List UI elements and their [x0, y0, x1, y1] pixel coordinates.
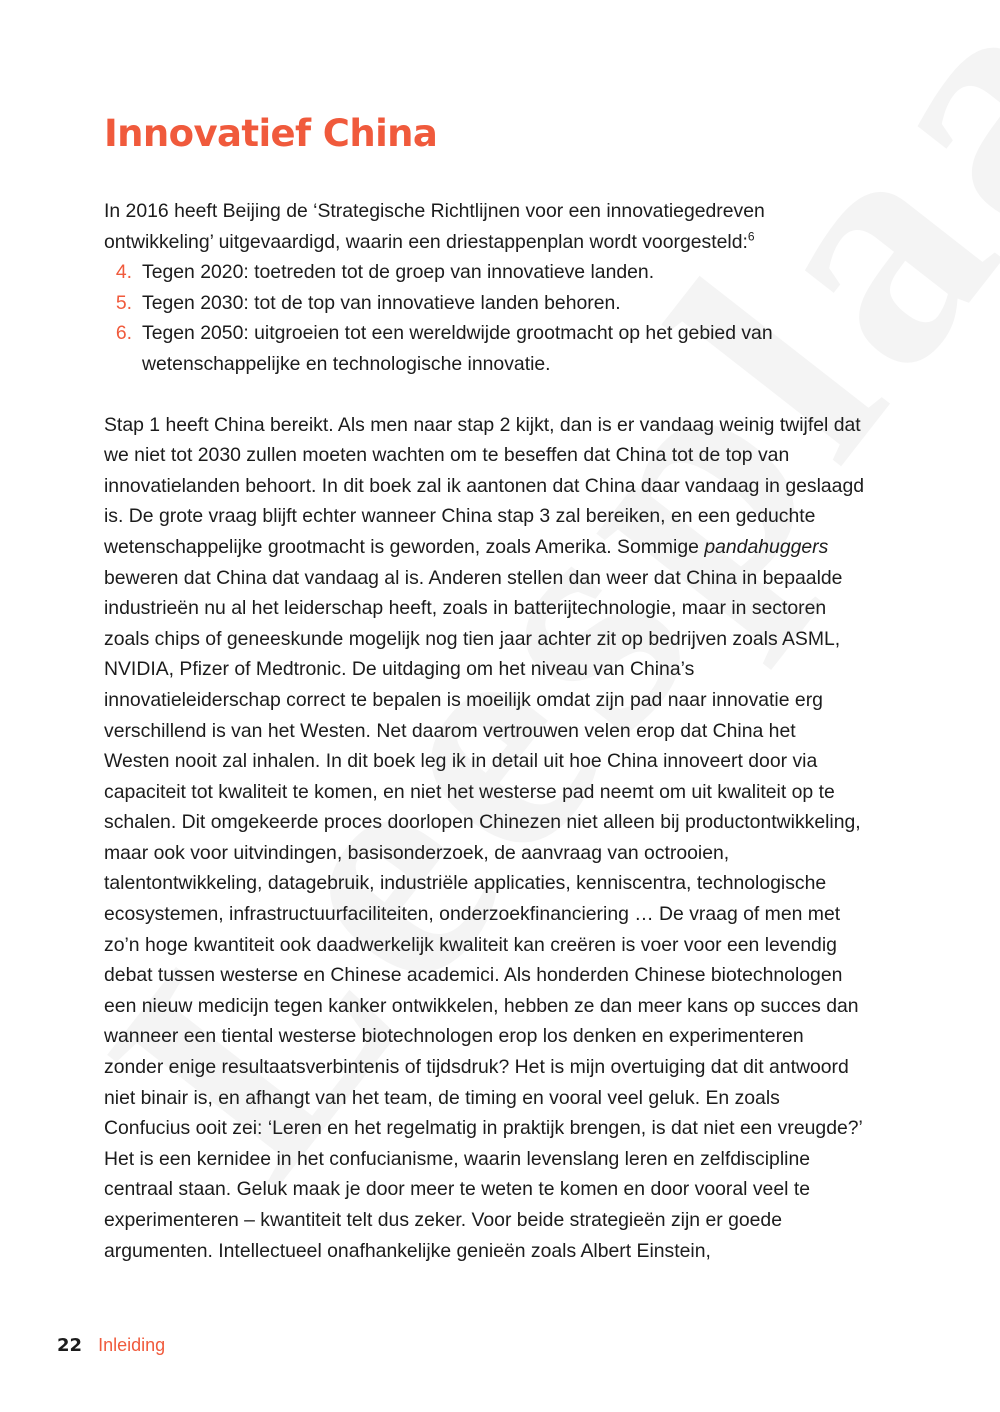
- footnote-marker: 6: [747, 229, 755, 244]
- body-text-block: [104, 196, 866, 1266]
- list-item: [104, 288, 866, 319]
- list-item-label: Tegen 2030: tot de top van innovatieve landen behoren.: [142, 291, 621, 314]
- page-number: 22: [57, 1335, 83, 1356]
- page-title: Innovatief China: [104, 112, 438, 155]
- list-item-number: 6.: [115, 322, 132, 345]
- list-item: [104, 257, 866, 288]
- steps-list: [104, 257, 866, 379]
- list-item-label: Tegen 2020: toetreden tot de groep van innovatieve landen.: [142, 261, 655, 284]
- main-paragraph-part1: Stap 1 heeft China bereikt. Als men naar stap 2 kijkt, dan is er vandaag weinig twijfel dat we niet tot 2030 zullen moeten wachten om te beseffen dat China tot de top van innovatielanden behoort. In dit boek zal ik aantonen dat China daar vandaag in geslaagd is. De grote vraag blijft echter wanneer China stap 3 zal bereiken, en een geduchte wetenschappelijke grootmacht is geworden, zoals Amerika. Sommige: [104, 413, 865, 558]
- main-paragraph: [104, 410, 866, 1267]
- list-item-number: 4.: [115, 261, 132, 284]
- page-footer: [57, 1335, 165, 1356]
- list-item: [104, 318, 866, 379]
- main-paragraph-emphasis: pandahuggers: [704, 535, 829, 558]
- list-item-number: 5.: [115, 291, 132, 314]
- intro-paragraph-text: In 2016 heeft Beijing de ‘Strategische Richtlijnen voor een innovatiegedreven ontwikkeling’ uitgevaardigd, waarin een driestappenplan wordt voorgesteld:: [104, 200, 765, 253]
- paragraph-spacer: [104, 380, 866, 410]
- intro-paragraph: [104, 196, 866, 257]
- main-paragraph-part2: beweren dat China dat vandaag al is. Anderen stellen dan weer dat China in bepaalde industrieën nu al het leiderschap heeft, zoals in batterijtechnologie, maar in sectoren zoals chips of geneeskunde mogelijk nog tien jaar achter zit op bedrijven zoals ASML, NVIDIA, Pfizer of Medtronic. De uitdaging om het niveau van China’s innovatieleiderschap correct te bepalen is moeilijk omdat zijn pad naar innovatie erg verschillend is van het Westen. Net daarom vertrouwen velen erop dat China het Westen nooit zal inhalen. In dit boek leg ik in detail uit hoe China innoveert door via capaciteit tot kwaliteit te komen, en niet het westerse pad neemt om uit kwaliteit op te schalen. Dit omgekeerde proces doorlopen Chinezen niet alleen bij productontwikkeling, maar ook voor uitvindingen, basisonderzoek, de aanvraag van octrooien, talentontwikkeling, datagebruik, industriële applicaties, kenniscentra, technologische ecosystemen, infrastructuurfaciliteiten, onderzoekfinanciering … De vraag of men met zo’n hoge kwantiteit ook daadwerkelijk kwaliteit kan creëren is voer voor een levendig debat tussen westerse en Chinese academici. Als honderden Chinese biotechnologen een nieuw medicijn tegen kanker ontwikkelen, hebben ze dan meer kans op succes dan wanneer een tiental westerse biotechnologen erop los denken en experimenteren zonder enige resultaatsverbintenis of tijdsdruk? Het is mijn overtuiging dat dit antwoord niet binair is, en afhangt van het team, de timing en vooral veel geluk. En zoals Confucius ooit zei: ‘Leren en het regelmatig in praktijk brengen, is dat niet een vreugde?’ Het is een kernidee in het confucianisme, waarin levenslang leren en zelfdiscipline centraal staan. Geluk maak je door meer te weten te komen en door vooral veel te experimenteren – kwantiteit telt dus zeker. Voor beide strategieën zijn er goede argumenten. Intellectueel onafhankelijke genieën zoals Albert Einstein,: [104, 566, 863, 1262]
- list-item-label: Tegen 2050: uitgroeien tot een wereldwijde grootmacht op het gebied van wetenschappelijke en technologische innovatie.: [142, 322, 773, 375]
- footer-section-label: Inleiding: [98, 1335, 166, 1355]
